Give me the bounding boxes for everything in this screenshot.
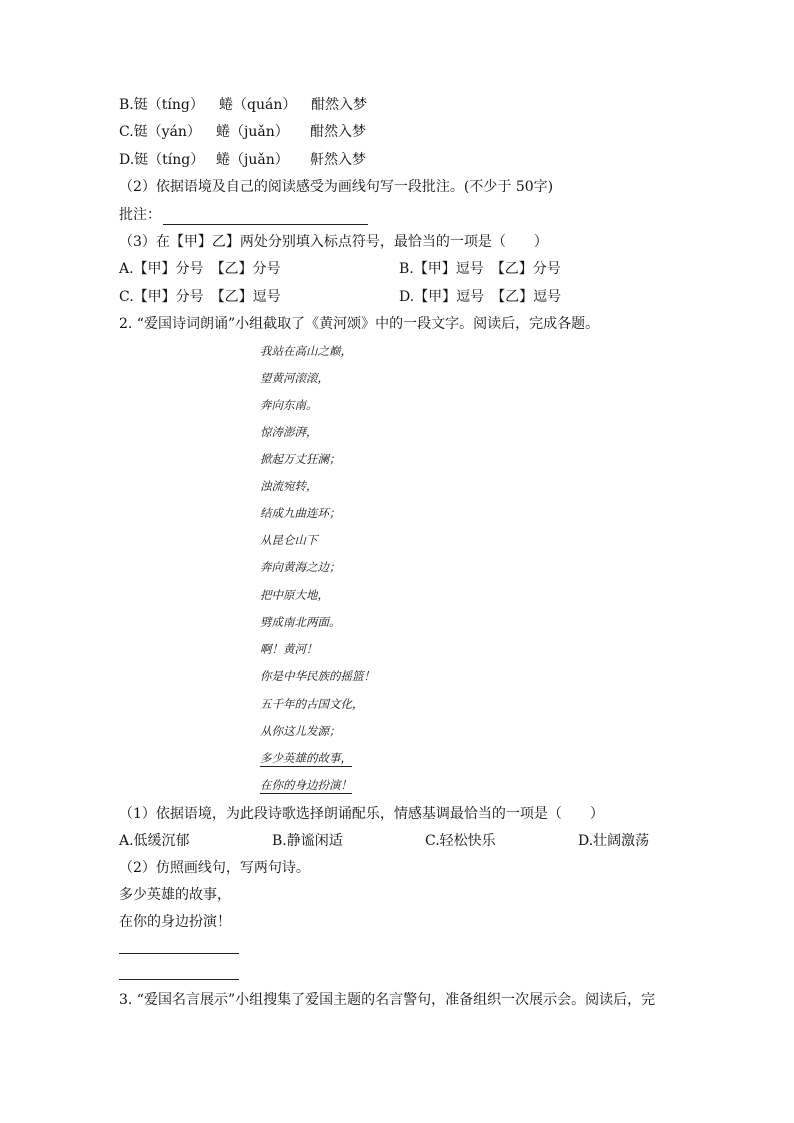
option-row-mood: [119, 831, 649, 851]
option-b-part2: 蜷（quán）: [219, 97, 297, 113]
question-2-2: （2）仿照画线句，写两句诗。: [119, 860, 310, 876]
option-c: C.轻松快乐: [425, 833, 496, 849]
example-line-2: 在你的身边扮演！: [119, 914, 231, 930]
option-d-part2: 蜷（juǎn）: [216, 152, 289, 168]
option-b: B.【甲】逗号 【乙】分号: [399, 261, 561, 277]
underlined-text: 在你的身边扮演！: [260, 778, 352, 792]
option-d: D.【甲】逗号 【乙】逗号: [399, 289, 562, 305]
question-1-3: （3）在【甲】乙】两处分别填入标点符号，最恰当的一项是（ ）: [119, 234, 548, 250]
poem-line: 劈成南北两面。: [260, 615, 341, 629]
annotation-row: [119, 205, 368, 225]
poem-line-underlined: [260, 749, 352, 767]
annotation-label: 批注：: [119, 207, 161, 223]
question-2-intro: 2. “爱国诗词朗诵”小组截取了《黄河颂》中的一段文字。阅读后，完成各题。: [119, 316, 600, 332]
option-d-part3: 鼾然入梦: [310, 152, 366, 168]
option-a: A.【甲】分号 【乙】分号: [119, 261, 281, 277]
question-1-2: （2）依据语境及自己的阅读感受为画线句写一段批注。(不少于 50字): [119, 179, 554, 195]
answer-blank-2[interactable]: [119, 979, 239, 980]
poem-line: 惊涛澎湃，: [260, 425, 318, 439]
poem-line: 我站在高山之巅，: [260, 344, 352, 358]
option-d: D.壮阔激荡: [578, 833, 650, 849]
option-b-part1: B.铤（tíng）: [119, 97, 204, 113]
poem-line: 五千年的古国文化，: [260, 697, 364, 711]
annotation-blank[interactable]: [163, 210, 368, 225]
poem-line: 从你这儿发源；: [260, 724, 341, 738]
poem-line: 从昆仑山下: [260, 533, 318, 547]
poem-line: 望黄河滚滚，: [260, 371, 329, 385]
option-d-part1: D.铤（tíng）: [119, 152, 205, 168]
option-row-d: [119, 150, 366, 170]
poem-line: 奔向东南。: [260, 398, 318, 412]
option-b-part3: 酣然入梦: [311, 97, 367, 113]
poem-line: 奔向黄海之边；: [260, 560, 341, 574]
option-b: B.静谧闲适: [272, 833, 343, 849]
answer-blank-1[interactable]: [119, 953, 239, 954]
option-a: A.低缓沉郁: [119, 833, 190, 849]
option-row-ab: [119, 259, 561, 279]
poem-line-underlined: [260, 776, 352, 794]
option-row-cd: [119, 287, 561, 307]
option-c-part2: 蜷（juǎn）: [216, 124, 289, 140]
option-c: C.【甲】分号 【乙】逗号: [119, 289, 281, 305]
option-c-part3: 酣然入梦: [310, 124, 366, 140]
example-line-1: 多少英雄的故事，: [119, 887, 231, 903]
poem-line: 掀起万丈狂澜；: [260, 452, 341, 466]
poem-line: 把中原大地，: [260, 588, 329, 602]
poem-line: 啊！黄河！: [260, 642, 318, 656]
option-row-b: [119, 95, 367, 115]
poem-line: 结成九曲连环；: [260, 506, 341, 520]
option-c-part1: C.铤（yán）: [119, 124, 201, 140]
poem-line: 浊流宛转，: [260, 479, 318, 493]
poem-line: 你是中华民族的摇篮！: [260, 669, 375, 683]
underlined-text: 多少英雄的故事，: [260, 751, 352, 765]
question-3-intro: 3. “爱国名言展示”小组搜集了爱国主题的名言警句，准备组织一次展示会。阅读后，完: [119, 992, 656, 1008]
option-row-c: [119, 122, 366, 142]
question-2-1: （1）依据语境，为此段诗歌选择朗诵配乐，情感基调最恰当的一项是（ ）: [119, 806, 604, 822]
